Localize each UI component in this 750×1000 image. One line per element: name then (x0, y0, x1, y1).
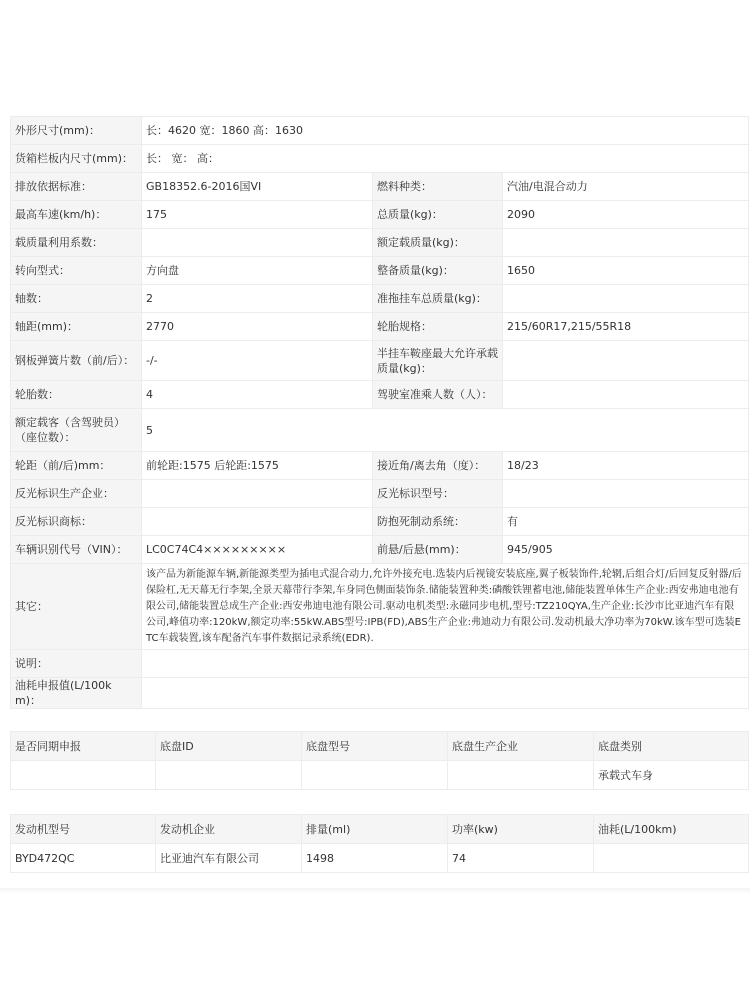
engine-header-cell: 发动机企业 (156, 815, 302, 844)
leaf-spring-value: -/- (142, 341, 373, 381)
tires-label: 轮胎数： (11, 381, 142, 409)
reflector-brand-value (142, 508, 373, 536)
engine-header-cell: 功率(kw) (448, 815, 594, 844)
reflector-brand-label: 反光标识商标： (11, 508, 142, 536)
curb-mass-value: 1650 (503, 257, 749, 285)
steering-label: 转向型式： (11, 257, 142, 285)
emission-label: 排放依据标准： (11, 173, 142, 201)
spec-row (11, 285, 749, 313)
other-label: 其它： (11, 564, 142, 650)
reflector-maker-value (142, 480, 373, 508)
semi-trailer-label: 半挂车鞍座最大允许承载质量(kg)： (373, 341, 503, 381)
bottom-divider (0, 888, 750, 894)
spec-row (11, 536, 749, 564)
abs-value: 有 (503, 508, 749, 536)
engine-header-row (11, 815, 749, 844)
spec-row-fuel-report (11, 678, 749, 709)
overhang-value: 945/905 (503, 536, 749, 564)
cargo-box-value: 长： 宽： 高： (142, 145, 749, 173)
tire-spec-label: 轮胎规格： (373, 313, 503, 341)
engine-table (10, 814, 749, 873)
chassis-cell (156, 761, 302, 790)
vehicle-spec-page (0, 116, 750, 873)
vin-value: LC0C74C4××××××××× (142, 536, 373, 564)
max-speed-label: 最高车速(km/h)： (11, 201, 142, 229)
max-speed-value: 175 (142, 201, 373, 229)
spec-row-note (11, 650, 749, 678)
fuel-report-value (142, 678, 749, 709)
trailer-mass-label: 准拖挂车总质量(kg)： (373, 285, 503, 313)
reflector-maker-label: 反光标识生产企业： (11, 480, 142, 508)
note-value (142, 650, 749, 678)
engine-cell: 74 (448, 844, 594, 873)
fuel-value: 汽油/电混合动力 (503, 173, 749, 201)
vehicle-spec-table (10, 116, 749, 709)
chassis-table (10, 731, 749, 790)
axles-label: 轴数： (11, 285, 142, 313)
chassis-header-cell: 底盘型号 (302, 732, 448, 761)
rated-passengers-value: 5 (142, 409, 749, 452)
chassis-cell (448, 761, 594, 790)
engine-cell: BYD472QC (11, 844, 156, 873)
track-value: 前轮距:1575 后轮距:1575 (142, 452, 373, 480)
cab-passengers-label: 驾驶室准乘人数（人）： (373, 381, 503, 409)
semi-trailer-value (503, 341, 749, 381)
approach-label: 接近角/离去角（度）： (373, 452, 503, 480)
spec-row (11, 229, 749, 257)
load-util-label: 载质量利用系数： (11, 229, 142, 257)
spec-row (11, 173, 749, 201)
reflector-model-label: 反光标识型号： (373, 480, 503, 508)
cargo-box-label: 货箱栏板内尺寸(mm)： (11, 145, 142, 173)
engine-header-cell: 排量(ml) (302, 815, 448, 844)
fuel-report-label: 油耗申报值(L/100km)： (11, 678, 142, 709)
chassis-header-cell: 底盘生产企业 (448, 732, 594, 761)
tires-value: 4 (142, 381, 373, 409)
spec-row (11, 381, 749, 409)
engine-header-cell: 油耗(L/100km) (594, 815, 749, 844)
axles-value: 2 (142, 285, 373, 313)
reflector-model-value (503, 480, 749, 508)
engine-cell: 比亚迪汽车有限公司 (156, 844, 302, 873)
spec-row (11, 452, 749, 480)
dimensions-label: 外形尺寸(mm)： (11, 117, 142, 145)
total-mass-label: 总质量(kg)： (373, 201, 503, 229)
tire-spec-value: 215/60R17,215/55R18 (503, 313, 749, 341)
spec-row-rated-passengers (11, 409, 749, 452)
spec-row (11, 257, 749, 285)
emission-value: GB18352.6-2016国VI (142, 173, 373, 201)
cab-passengers-value (503, 381, 749, 409)
note-label: 说明： (11, 650, 142, 678)
wheelbase-label: 轴距(mm)： (11, 313, 142, 341)
fuel-label: 燃料种类： (373, 173, 503, 201)
spec-row (11, 341, 749, 381)
track-label: 轮距（前/后)mm： (11, 452, 142, 480)
chassis-cell (302, 761, 448, 790)
spec-row (11, 313, 749, 341)
engine-data-row (11, 844, 749, 873)
chassis-cell (11, 761, 156, 790)
leaf-spring-label: 钢板弹簧片数（前/后）： (11, 341, 142, 381)
spec-row-other (11, 564, 749, 650)
engine-header-cell: 发动机型号 (11, 815, 156, 844)
chassis-data-row (11, 761, 749, 790)
wheelbase-value: 2770 (142, 313, 373, 341)
chassis-header-row (11, 732, 749, 761)
engine-cell: 1498 (302, 844, 448, 873)
vin-label: 车辆识别代号（VIN）： (11, 536, 142, 564)
approach-value: 18/23 (503, 452, 749, 480)
abs-label: 防抱死制动系统： (373, 508, 503, 536)
chassis-header-cell: 是否同期申报 (11, 732, 156, 761)
trailer-mass-value (503, 285, 749, 313)
other-value: 该产品为新能源车辆,新能源类型为插电式混合动力,允许外接充电.选装内后视镜安装底座,翼子板装饰件,轮辋,后组合灯/后回复反射器/后保险杠,无天幕无行李架,全景天幕带行李架,车身同色侧面装饰条.储能装置种类:磷酸铁锂蓄电池,储能装置单体生产企业:西安弗迪电池有限公司,储能装置总成生产企业:西安弗迪电池有限公司.驱动电机类型:永磁同步电机,型号:TZ210QYA,生产企业:长沙市比亚迪汽车有限公司,峰值功率:120kW,额定功率:55kW.ABS型号:IPB(FD),ABS生产企业:弗迪动力有限公司.发动机最大净功率为70kW.该车型可选装ETC车载装置,该车配备汽车事件数据记录系统(EDR). (142, 564, 749, 650)
rated-load-label: 额定载质量(kg)： (373, 229, 503, 257)
spec-row (11, 480, 749, 508)
dimensions-value: 长：4620 宽：1860 高：1630 (142, 117, 749, 145)
engine-cell (594, 844, 749, 873)
chassis-header-cell: 底盘ID (156, 732, 302, 761)
spec-row (11, 201, 749, 229)
load-util-value (142, 229, 373, 257)
overhang-label: 前悬/后悬(mm)： (373, 536, 503, 564)
spec-row-cargo-box (11, 145, 749, 173)
spec-row (11, 508, 749, 536)
chassis-cell: 承载式车身 (594, 761, 749, 790)
curb-mass-label: 整备质量(kg)： (373, 257, 503, 285)
total-mass-value: 2090 (503, 201, 749, 229)
rated-passengers-label: 额定载客（含驾驶员）（座位数）： (11, 409, 142, 452)
rated-load-value (503, 229, 749, 257)
chassis-header-cell: 底盘类别 (594, 732, 749, 761)
steering-value: 方向盘 (142, 257, 373, 285)
spec-row-dimensions (11, 117, 749, 145)
